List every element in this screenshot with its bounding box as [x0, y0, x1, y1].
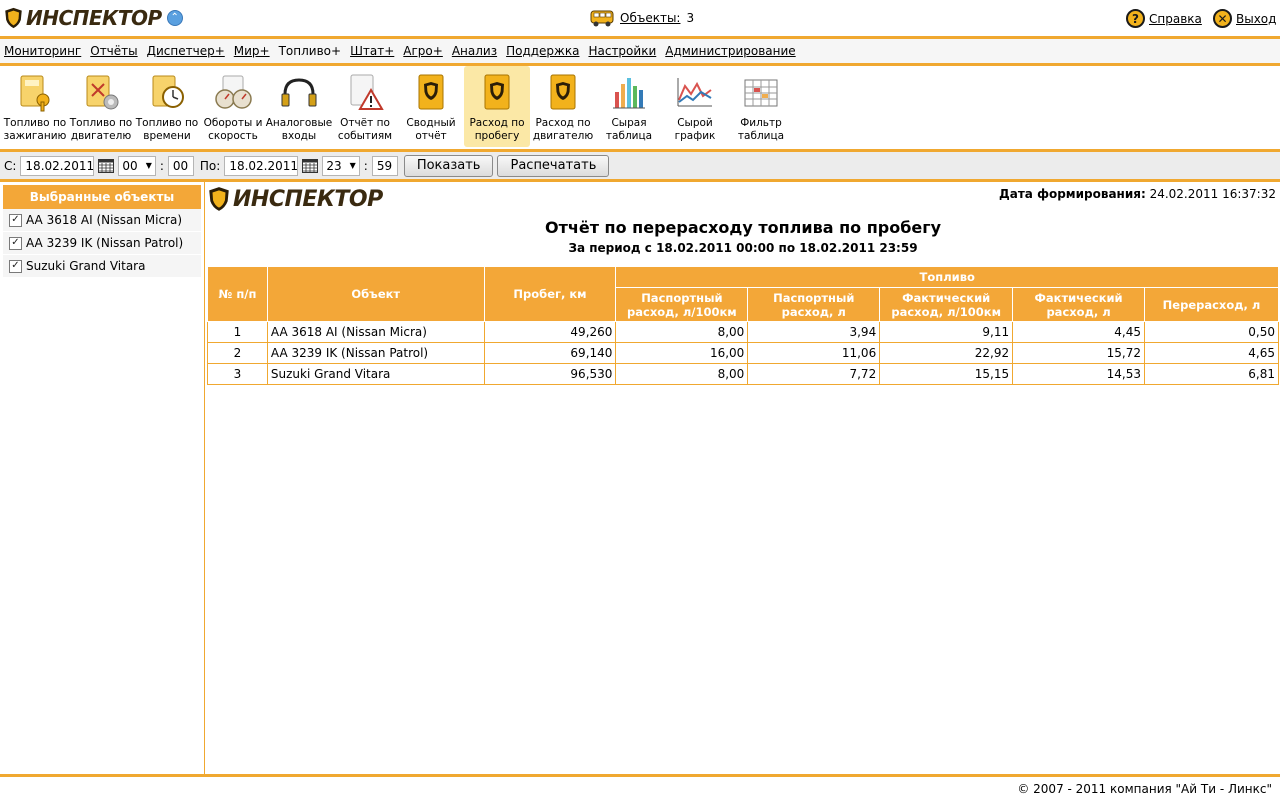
- report-table: [207, 266, 1279, 385]
- menu-item-agro[interactable]: Агро+: [403, 44, 443, 58]
- to-label: По:: [199, 158, 221, 173]
- object-item[interactable]: ✓ AA 3618 AI (Nissan Micra): [3, 209, 201, 232]
- filter-table-icon: [741, 72, 781, 112]
- summary-report-icon: [411, 72, 451, 112]
- close-icon[interactable]: ✕: [1213, 9, 1232, 28]
- help-link-group[interactable]: [1126, 9, 1202, 28]
- object-item[interactable]: ✓ Suzuki Grand Vitara: [3, 255, 201, 278]
- tool-fuel-time[interactable]: Топливо по времени: [134, 66, 200, 147]
- fuel-time-icon: [147, 72, 187, 112]
- raw-chart-icon: [675, 72, 715, 112]
- tool-filter-table[interactable]: Фильтр таблица: [728, 66, 794, 147]
- table-row: 2 AA 3239 IK (Nissan Patrol) 69,140 16,00 11,06 22,92 15,72 4,65: [208, 343, 1279, 364]
- shield-logo-icon: [4, 7, 23, 29]
- from-minute-input[interactable]: 00: [168, 156, 194, 176]
- tool-mileage-consumption[interactable]: Расход по пробегу: [464, 66, 530, 147]
- analog-inputs-icon: [279, 72, 319, 112]
- tool-events[interactable]: Отчёт по событиям: [332, 66, 398, 147]
- footer-divider: [0, 774, 1280, 777]
- from-hour-select[interactable]: 00 ▼: [118, 156, 155, 176]
- generation-date: Дата формирования: 24.02.2011 16:37:32: [999, 187, 1276, 201]
- tool-fuel-engine[interactable]: Топливо по двигателю: [68, 66, 134, 147]
- from-date-input[interactable]: 18.02.2011: [20, 156, 94, 176]
- col-header-overuse: Перерасход, л: [1145, 288, 1279, 322]
- help-icon[interactable]: ?: [1126, 9, 1145, 28]
- chevron-down-icon: ▼: [145, 161, 152, 170]
- collapse-up-icon[interactable]: ⌃: [167, 10, 183, 26]
- mileage-consumption-icon: [477, 72, 517, 112]
- to-minute-input[interactable]: 59: [372, 156, 398, 176]
- report-logo-text: ИНСПЕКТОР: [233, 186, 383, 212]
- col-header-num: № п/п: [208, 267, 268, 322]
- objects-indicator: [590, 9, 694, 27]
- from-label: С:: [4, 158, 17, 173]
- rpm-speed-icon: [213, 72, 253, 112]
- show-button[interactable]: Показать: [404, 155, 494, 177]
- exit-link-group[interactable]: [1213, 9, 1276, 28]
- date-range-bar: С: 18.02.2011 00 ▼ : 00 По: 18.02.2011 23 ▼ : 59 Показать Распечатать: [0, 152, 1280, 179]
- engine-consumption-icon: [543, 72, 583, 112]
- selected-objects-panel: [0, 182, 205, 774]
- fuel-engine-icon: [81, 72, 121, 112]
- logo-text: ИНСПЕКТОР: [26, 6, 162, 30]
- col-header-passport-liters: Паспортный расход, л: [748, 288, 880, 322]
- object-item[interactable]: ✓ AA 3239 IK (Nissan Patrol): [3, 232, 201, 255]
- fuel-ignition-icon: [15, 72, 55, 112]
- bus-icon: [590, 9, 614, 27]
- app-logo[interactable]: [4, 6, 183, 30]
- shield-logo-icon: [208, 186, 230, 212]
- col-header-actual-rate: Фактический расход, л/100км: [880, 288, 1013, 322]
- top-header: [0, 0, 1280, 36]
- menu-item-monitoring[interactable]: Мониторинг: [4, 44, 82, 58]
- calendar-icon[interactable]: [302, 159, 318, 173]
- menu-item-staff[interactable]: Штат+: [350, 44, 395, 58]
- tool-summary-report[interactable]: Сводный отчёт: [398, 66, 464, 147]
- menu-item-support[interactable]: Поддержка: [506, 44, 580, 58]
- selected-objects-title: Выбранные объекты: [3, 185, 201, 209]
- report-toolbar: [0, 66, 1280, 149]
- menu-item-fuel[interactable]: Топливо+: [278, 44, 342, 58]
- tool-rpm-speed[interactable]: Обороты и скорость: [200, 66, 266, 147]
- tool-analog-inputs[interactable]: Аналоговые входы: [266, 66, 332, 147]
- checkbox-checked[interactable]: ✓: [9, 214, 22, 227]
- table-row: 1 AA 3618 AI (Nissan Micra) 49,260 8,00 3,94 9,11 4,45 0,50: [208, 322, 1279, 343]
- col-header-object: Объект: [267, 267, 484, 322]
- menu-item-dispatcher[interactable]: Диспетчер+: [146, 44, 225, 58]
- to-hour-select[interactable]: 23 ▼: [322, 156, 359, 176]
- events-icon: [345, 72, 385, 112]
- report-subtitle: За период с 18.02.2011 00:00 по 18.02.2011 23:59: [568, 241, 918, 255]
- tool-raw-chart[interactable]: Сырой график: [662, 66, 728, 147]
- objects-count: 3: [686, 11, 695, 25]
- print-button[interactable]: Распечатать: [497, 155, 609, 177]
- col-header-fuel-group: Топливо: [616, 267, 1279, 288]
- checkbox-checked[interactable]: ✓: [9, 260, 22, 273]
- report-area: [206, 182, 1280, 774]
- menu-item-administration[interactable]: Администрирование: [665, 44, 796, 58]
- tool-fuel-ignition[interactable]: Топливо по зажиганию: [2, 66, 68, 147]
- exit-link[interactable]: Выход: [1236, 11, 1277, 26]
- menu-item-world[interactable]: Мир+: [233, 44, 270, 58]
- col-header-passport-rate: Паспортный расход, л/100км: [616, 288, 748, 322]
- report-logo: [208, 186, 383, 212]
- tool-raw-table[interactable]: Сырая таблица: [596, 66, 662, 147]
- calendar-icon[interactable]: [98, 159, 114, 173]
- raw-table-icon: [609, 72, 649, 112]
- copyright-footer: © 2007 - 2011 компания "Ай Ти - Линкс": [1017, 782, 1272, 796]
- col-header-mileage: Пробег, км: [484, 267, 616, 322]
- table-row: 3 Suzuki Grand Vitara 96,530 8,00 7,72 15,15 14,53 6,81: [208, 364, 1279, 385]
- main-menu: [0, 39, 1280, 63]
- help-link[interactable]: Справка: [1149, 11, 1202, 26]
- menu-item-settings[interactable]: Настройки: [588, 44, 657, 58]
- tool-engine-consumption[interactable]: Расход по двигателю: [530, 66, 596, 147]
- col-header-actual-liters: Фактический расход, л: [1013, 288, 1145, 322]
- chevron-down-icon: ▼: [349, 161, 356, 170]
- to-date-input[interactable]: 18.02.2011: [224, 156, 298, 176]
- report-title: Отчёт по перерасходу топлива по пробегу: [544, 218, 942, 237]
- menu-item-reports[interactable]: Отчёты: [90, 44, 138, 58]
- menu-item-analysis[interactable]: Анализ: [451, 44, 498, 58]
- objects-link[interactable]: Объекты:: [620, 11, 681, 25]
- checkbox-checked[interactable]: ✓: [9, 237, 22, 250]
